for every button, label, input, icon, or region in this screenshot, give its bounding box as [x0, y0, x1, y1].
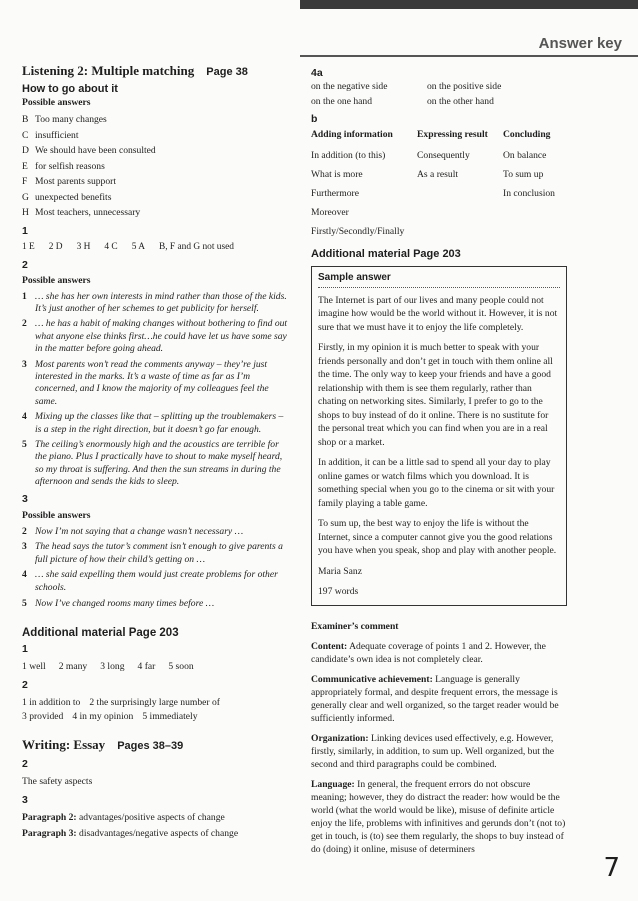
- paragraph-text: … she said expelling them would just create problems for other schools.: [35, 569, 278, 593]
- paragraph-text: Mixing up the classes like that – splitting up the troublemakers – is a step in the right direction, but it doesn’t go far enough.: [35, 411, 284, 435]
- answer-paragraph: [22, 598, 290, 611]
- sample-paragraph: In addition, it can be a little sad to spend all your day to play online games or watch films which you download. It is something special when you go to the cinema or sit with your family playing a table game.: [318, 457, 555, 509]
- letter-answer-item: [22, 128, 290, 144]
- linker-item: In addition (to this): [311, 150, 386, 161]
- add-1-item: 4 far: [137, 661, 156, 673]
- sample-answer-text: [318, 294, 560, 558]
- page-header: Answer key: [538, 35, 622, 52]
- additional-material-heading-right: Additional material Page 203: [311, 248, 461, 260]
- sample-paragraph: To sum up, the best way to enjoy the life is without the Internet, since a computer cannot give you the good relations you have when you speak, shop and play with another people.: [318, 518, 557, 556]
- letter-answer-item: [22, 159, 290, 175]
- paragraph-number: 3: [22, 541, 27, 553]
- paragraph-text: … he has a habit of making changes without bothering to find out what anyone else thinks first…he could have let us have some say in the matter before going ahead.: [35, 318, 288, 355]
- add-2-item: 3 provided: [22, 711, 64, 723]
- paragraph-number: 1: [22, 290, 27, 302]
- answer-item: 1 E: [22, 241, 35, 252]
- paragraph-number: 5: [22, 438, 27, 450]
- linkers-column: [417, 128, 503, 241]
- paragraph-text: Now I’ve changed rooms many times before …: [35, 597, 215, 609]
- right-column: [311, 66, 567, 856]
- letter-key: F: [22, 176, 28, 187]
- answer-paragraph: [22, 439, 290, 489]
- letter-text: Most teachers, unnecessary: [35, 207, 141, 218]
- add-2-row-1: [22, 696, 290, 710]
- sample-author: Maria Sanz: [318, 565, 362, 577]
- paragraph-number: 5: [22, 597, 27, 609]
- paragraph-number: 2: [22, 318, 27, 330]
- letter-key: E: [22, 160, 28, 172]
- linkers-row-2: on the one hand on the other hand: [311, 96, 494, 107]
- sample-paragraph: The Internet is part of our lives and many people could not imagine how would be the world without it. However, it is not sure that we must have it to enjoy the life completely.: [318, 294, 558, 333]
- paragraph-2-line: Paragraph 2: advantages/positive aspects of change: [22, 812, 225, 824]
- writing-2-number: 2: [22, 758, 28, 771]
- linkers-table: [311, 128, 567, 241]
- add-1-item: 3 long: [100, 661, 125, 673]
- add-2-item: 5 immediately: [142, 711, 198, 723]
- add-1-item: 2 many: [58, 661, 88, 673]
- language-comment: Language: In general, the frequent errors do not obscure meaning; however, they do distract the reader: how would be the world (what the world would be like), misuse of definite article enjoy the life, problems with infinitives and gerunds don’t (not to) get in touch, is (to) see them regularly, the shops to buy instead of do (doing) it online, misuse of determiners: [311, 778, 566, 855]
- possible-answers-label-2: Possible answers: [22, 274, 91, 286]
- word-count: 197 words: [318, 586, 359, 597]
- paragraph-text: The head says the tutor’s comment isn’t enough to give parents a full picture of how their child’s getting on …: [35, 541, 283, 565]
- add-2-number: 2: [22, 679, 28, 692]
- left-column: [22, 64, 290, 841]
- linker-item: In conclusion: [503, 188, 555, 199]
- answer-paragraph: [22, 359, 290, 409]
- add-2-row-2: [22, 710, 290, 724]
- letter-answers: [22, 112, 290, 221]
- answer-item: 2 D: [48, 241, 63, 252]
- linker-item: Firstly/Secondly/Finally: [311, 226, 405, 237]
- communicative-comment: Communicative achievement: Language is generally appropriately formal, and despite frequent errors, the message is generally clear and well organized, so the target reader would be sufficiently informed.: [311, 673, 559, 724]
- linker-item: Consequently: [417, 150, 470, 161]
- add-2-item: 4 in my opinion: [72, 711, 134, 723]
- additional-material-heading: Additional material Page 203: [22, 627, 179, 640]
- q4a-number: 4a: [311, 67, 323, 79]
- answer-paragraphs-3: [22, 526, 290, 611]
- letter-answer-item: [22, 205, 290, 221]
- organization-comment: Organization: Linking devices used effectively, e.g. However, firstly, similarly, in addition, to sum up. Well organized, but the second and third paragraphs could be combined.: [311, 732, 555, 770]
- letter-answer-item: [22, 112, 290, 128]
- letter-text: Too many changes: [35, 114, 107, 125]
- writing-heading: Writing: Essay Pages 38–39: [22, 737, 184, 753]
- top-bar: [300, 0, 638, 9]
- letter-key: G: [22, 191, 29, 203]
- writing-2-answer: The safety aspects: [22, 776, 93, 788]
- possible-answers-label: Possible answers: [22, 97, 91, 108]
- answer-paragraph: [22, 526, 290, 539]
- linkers-column-heading: Adding information: [311, 129, 393, 140]
- answer-item: 3 H: [76, 241, 91, 252]
- qb-number: b: [311, 113, 318, 125]
- writing-3-number: 3: [22, 794, 28, 807]
- letter-text: We should have been consulted: [35, 145, 156, 156]
- linker-item: Moreover: [311, 207, 349, 218]
- content-comment: Content: Adequate coverage of points 1 and 2. However, the candidate’s own idea is not completely clear.: [311, 640, 546, 665]
- linkers-column: [503, 128, 567, 241]
- letter-key: C: [22, 129, 29, 141]
- examiner-heading: Examiner’s comment: [311, 620, 399, 632]
- add-1-number: 1: [22, 643, 28, 656]
- answers-row: [22, 240, 290, 254]
- answer-paragraph: [22, 291, 290, 316]
- answer-paragraphs-2: [22, 291, 290, 489]
- section-1-number: 1: [22, 224, 28, 237]
- paragraph-3-line: Paragraph 3: disadvantages/negative aspects of change: [22, 828, 239, 840]
- section-2-number: 2: [22, 258, 28, 271]
- answer-paragraph: [22, 411, 290, 436]
- paragraph-text: Now I’m not saying that a change wasn’t necessary …: [35, 525, 244, 537]
- answer-item: 5 A: [131, 241, 145, 252]
- letter-text: Most parents support: [35, 176, 117, 187]
- sample-answer-title: Sample answer: [318, 271, 560, 288]
- letter-key: D: [22, 145, 29, 156]
- paragraph-number: 4: [22, 569, 27, 581]
- linker-item: Furthermore: [311, 188, 359, 199]
- linkers-column-heading: Concluding: [503, 129, 551, 140]
- linker-item: As a result: [417, 169, 459, 180]
- answer-paragraph: [22, 569, 290, 594]
- letter-text: unexpected benefits: [35, 191, 112, 203]
- add-1-items: [22, 660, 290, 674]
- header-rule: [300, 55, 638, 57]
- paragraph-number: 3: [22, 358, 27, 370]
- linkers-column: [311, 128, 417, 241]
- letter-text: for selfish reasons: [35, 160, 105, 172]
- letter-key: B: [22, 114, 29, 125]
- linkers-column-heading: Expressing result: [417, 129, 488, 140]
- section-3-number: 3: [22, 492, 28, 505]
- letter-answer-item: [22, 174, 290, 190]
- sample-answer-box: [311, 266, 567, 606]
- linkers-row-1: on the negative side on the positive side: [311, 81, 502, 92]
- possible-answers-label-3: Possible answers: [22, 509, 91, 521]
- paragraph-text: … she has her own interests in mind rather than those of the kids. It’s just another of her schemes to get publicity for herself.: [35, 290, 287, 314]
- paragraph-number: 4: [22, 411, 27, 423]
- paragraph-text: The ceiling’s enormously high and the acoustics are terrible for the piano. Plus I practically have to shout to make myself heard, so my throat is suffering. And then the sun streams in during the afternoon and sends the kids to sleep.: [35, 438, 283, 488]
- letter-text: insufficient: [35, 129, 79, 141]
- paragraph-text: Most parents won’t read the comments anyway – they’re just interested in the marks. It’s a waste of time as far as I’m concerned, and I know the majority of my colleagues feel the same.: [35, 358, 269, 407]
- add-1-item: 1 well: [22, 661, 46, 673]
- how-to-heading: How to go about it: [22, 83, 118, 95]
- linker-item: What is more: [311, 169, 363, 180]
- answer-paragraph: [22, 541, 290, 566]
- add-1-item: 5 soon: [168, 661, 194, 673]
- answer-item: 4 C: [104, 241, 118, 252]
- add-2-item: 1 in addition to: [22, 697, 81, 709]
- page-number: 7: [603, 853, 620, 883]
- sample-paragraph: Firstly, in my opinion it is much better to speak with your friends personally and don’t get in touch with them online all the time. The only way to keep your friends and have a good relationship with them is see them regularly, rather than chating on networking sites. Similarly, I prefer to go to the shops to buy instead of do it online. There is no sustitute for the personal treat which you can find when you are in a real shop or a market.: [318, 342, 553, 448]
- letter-answer-item: [22, 143, 290, 159]
- answer-item: B, F and G not used: [158, 241, 234, 252]
- letter-key: H: [22, 207, 29, 218]
- linker-item: On balance: [503, 150, 547, 161]
- paragraph-number: 2: [22, 525, 27, 537]
- listening-heading: Listening 2: Multiple matching Page 38: [22, 63, 248, 78]
- letter-answer-item: [22, 190, 290, 206]
- add-2-item: 2 the surprisingly large number of: [89, 697, 221, 709]
- answer-paragraph: [22, 318, 290, 355]
- linker-item: To sum up: [503, 169, 544, 180]
